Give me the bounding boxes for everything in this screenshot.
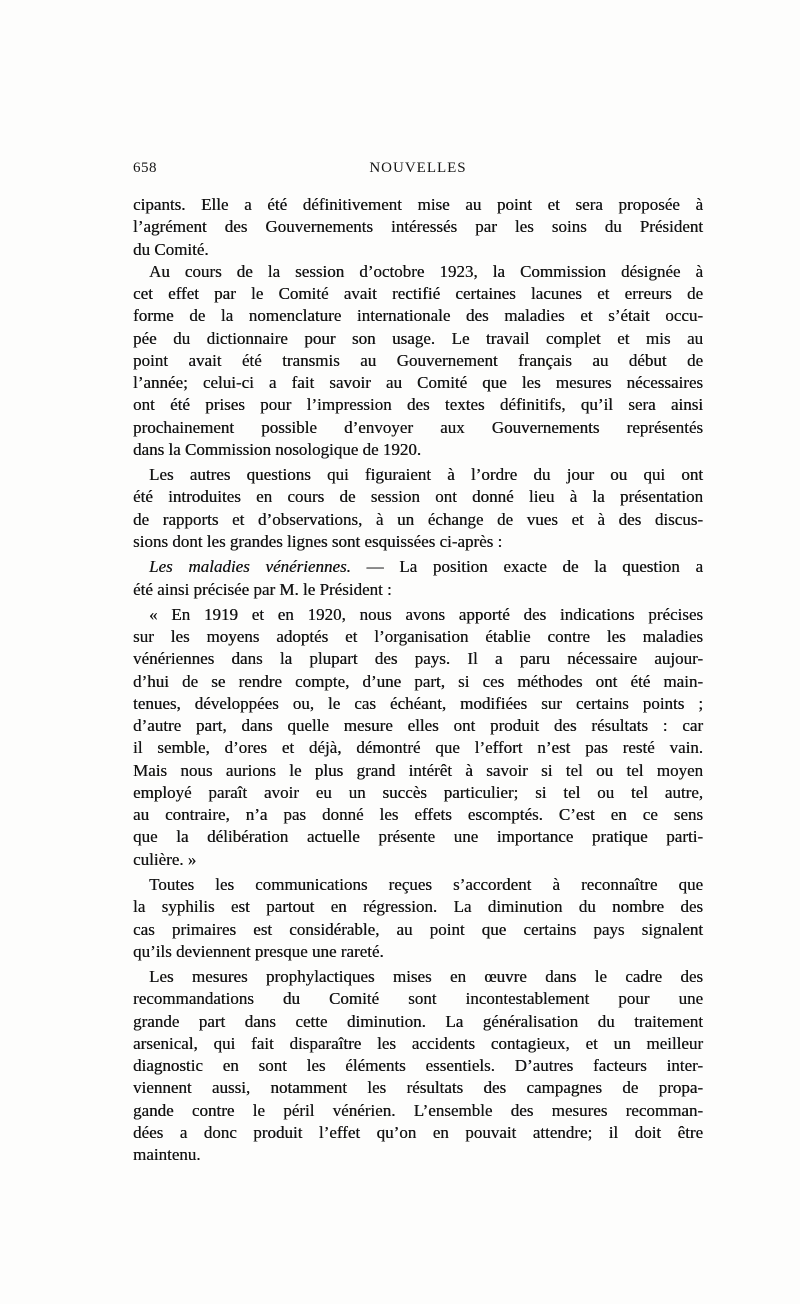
text-line <box>133 216 703 238</box>
text-line <box>133 439 703 461</box>
text-line <box>133 988 703 1010</box>
text-line <box>133 896 703 918</box>
paragraph <box>133 874 703 963</box>
line-text: forme de la nomenclature internationale des maladies et s’était occu- <box>133 306 703 326</box>
text-line <box>133 737 703 759</box>
line-text: point avait été transmis au Gouvernement français au début de <box>133 350 703 370</box>
line-text: grande part dans cette diminution. La généralisation du traitement <box>133 1011 703 1031</box>
line-text: gande contre le péril vénérien. L’ensemble des mesures recomman- <box>133 1100 703 1120</box>
text-line <box>133 305 703 327</box>
text-line <box>133 966 703 988</box>
text-line <box>133 417 703 439</box>
section-heading-italic: Les maladies vénériennes. <box>149 557 351 577</box>
line-text: arsenical, qui fait disparaître les accidents contagieux, et un meilleur <box>133 1033 703 1053</box>
text-line <box>133 1033 703 1055</box>
line-text: il semble, d’ores et déjà, démontré que l’effort n’est pas resté vain. <box>133 738 703 758</box>
paragraph <box>133 261 703 461</box>
text-line <box>133 194 703 216</box>
text-line <box>133 693 703 715</box>
paragraph <box>133 604 703 871</box>
line-text: qu’ils deviennent presque une rareté. <box>133 941 384 961</box>
page-number: 658 <box>133 160 157 176</box>
text-line <box>133 579 703 601</box>
text-line <box>133 849 703 871</box>
line-text: dées a donc produit l’effet qu’on en pouvait attendre; il doit être <box>133 1122 703 1142</box>
line-text: de rapports et d’observations, à un échange de vues et à des discus- <box>133 509 703 529</box>
line-text: été introduites en cours de session ont donné lieu à la présentation <box>133 487 703 507</box>
line-text: maintenu. <box>133 1145 201 1165</box>
text-line <box>133 1011 703 1033</box>
line-text: pée du dictionnaire pour son usage. Le travail complet et mis au <box>133 328 703 348</box>
text-line <box>133 941 703 963</box>
line-text: prochainement possible d’envoyer aux Gouvernements représentés <box>133 417 703 437</box>
line-text: tenues, développées ou, le cas échéant, modifiées sur certains points ; <box>133 693 703 713</box>
text-line <box>133 464 703 486</box>
line-text: cas primaires est considérable, au point que certains pays signalent <box>133 919 703 939</box>
line-text: vénériennes dans la plupart des pays. Il a paru nécessaire aujour- <box>133 649 703 669</box>
line-text: cipants. Elle a été définitivement mise au point et sera proposée à <box>133 195 703 214</box>
line-text: au contraire, n’a pas donné les effets escomptés. C’est en ce sens <box>133 805 703 825</box>
paragraph <box>133 966 703 1166</box>
text-line <box>133 648 703 670</box>
page-header <box>133 157 703 179</box>
line-text: l’année; celui-ci a fait savoir au Comité que les mesures nécessaires <box>133 373 703 393</box>
line-text: viennent aussi, notamment les résultats des campagnes de propa- <box>133 1078 703 1098</box>
text-line <box>133 261 703 283</box>
text-line <box>133 826 703 848</box>
text-line <box>133 1100 703 1122</box>
text-line <box>133 804 703 826</box>
text-line <box>133 919 703 941</box>
text-line <box>133 626 703 648</box>
text-line <box>133 394 703 416</box>
line-text: sions dont les grandes lignes sont esquissées ci-après : <box>133 531 503 551</box>
text-line <box>133 1077 703 1099</box>
line-text: que la délibération actuelle présente une importance pratique parti- <box>133 827 703 847</box>
line-text: la syphilis est partout en régression. La diminution du nombre des <box>133 897 703 917</box>
line-text: Les mesures prophylactiques mises en œuvre dans le cadre des <box>149 967 703 987</box>
text-line <box>133 671 703 693</box>
text-line <box>133 760 703 782</box>
text-line <box>133 239 703 261</box>
text-line <box>133 874 703 896</box>
text-line <box>133 372 703 394</box>
text-line <box>133 715 703 737</box>
line-text: culière. » <box>133 849 197 869</box>
line-text: ont été prises pour l’impression des textes définitifs, qu’il sera ainsi <box>133 395 703 415</box>
line-text: cet effet par le Comité avait rectifié certaines lacunes et erreurs de <box>133 284 703 304</box>
text-line <box>133 1144 703 1166</box>
text-line <box>133 604 703 626</box>
body-text <box>133 194 703 1166</box>
paragraph <box>133 556 703 601</box>
line-text: d’autre part, dans quelle mesure elles ont produit des résultats : car <box>133 716 703 736</box>
line-text: Les autres questions qui figuraient à l’ordre du jour ou qui ont <box>149 465 703 485</box>
line-text: du Comité. <box>133 239 209 259</box>
line-text: Toutes les communications reçues s’accordent à reconnaître que <box>149 874 703 894</box>
paragraph <box>133 194 703 261</box>
line-text: Au cours de la session d’octobre 1923, la Commission désignée à <box>149 261 703 281</box>
line-text: été ainsi précisée par M. le Président : <box>133 579 392 599</box>
paragraph <box>133 464 703 553</box>
line-text: sur les moyens adoptés et l’organisation établie contre les maladies <box>133 627 703 647</box>
line-text: « En 1919 et en 1920, nous avons apporté des indications précises <box>149 604 703 624</box>
line-text: dans la Commission nosologique de 1920. <box>133 439 422 459</box>
line-text: Mais nous aurions le plus grand intérêt à savoir si tel ou tel moyen <box>133 760 703 780</box>
text-line <box>133 509 703 531</box>
line-text: d’hui de se rendre compte, d’une part, si ces méthodes ont été main- <box>133 671 703 691</box>
line-text: — La position exacte de la question a <box>350 557 703 577</box>
text-line <box>133 782 703 804</box>
line-text: l’agrément des Gouvernements intéressés par les soins du Président <box>133 217 703 237</box>
text-line <box>133 556 703 578</box>
text-line <box>133 486 703 508</box>
line-text: recommandations du Comité sont incontestablement pour une <box>133 989 703 1009</box>
text-line <box>133 328 703 350</box>
text-line <box>133 1055 703 1077</box>
text-line <box>133 283 703 305</box>
running-title: NOUVELLES <box>369 160 467 176</box>
line-text: diagnostic en sont les éléments essentiels. D’autres facteurs inter- <box>133 1056 703 1076</box>
text-line <box>133 531 703 553</box>
text-line <box>133 1122 703 1144</box>
line-text: employé paraît avoir eu un succès particulier; si tel ou tel autre, <box>133 782 703 802</box>
text-line <box>133 350 703 372</box>
